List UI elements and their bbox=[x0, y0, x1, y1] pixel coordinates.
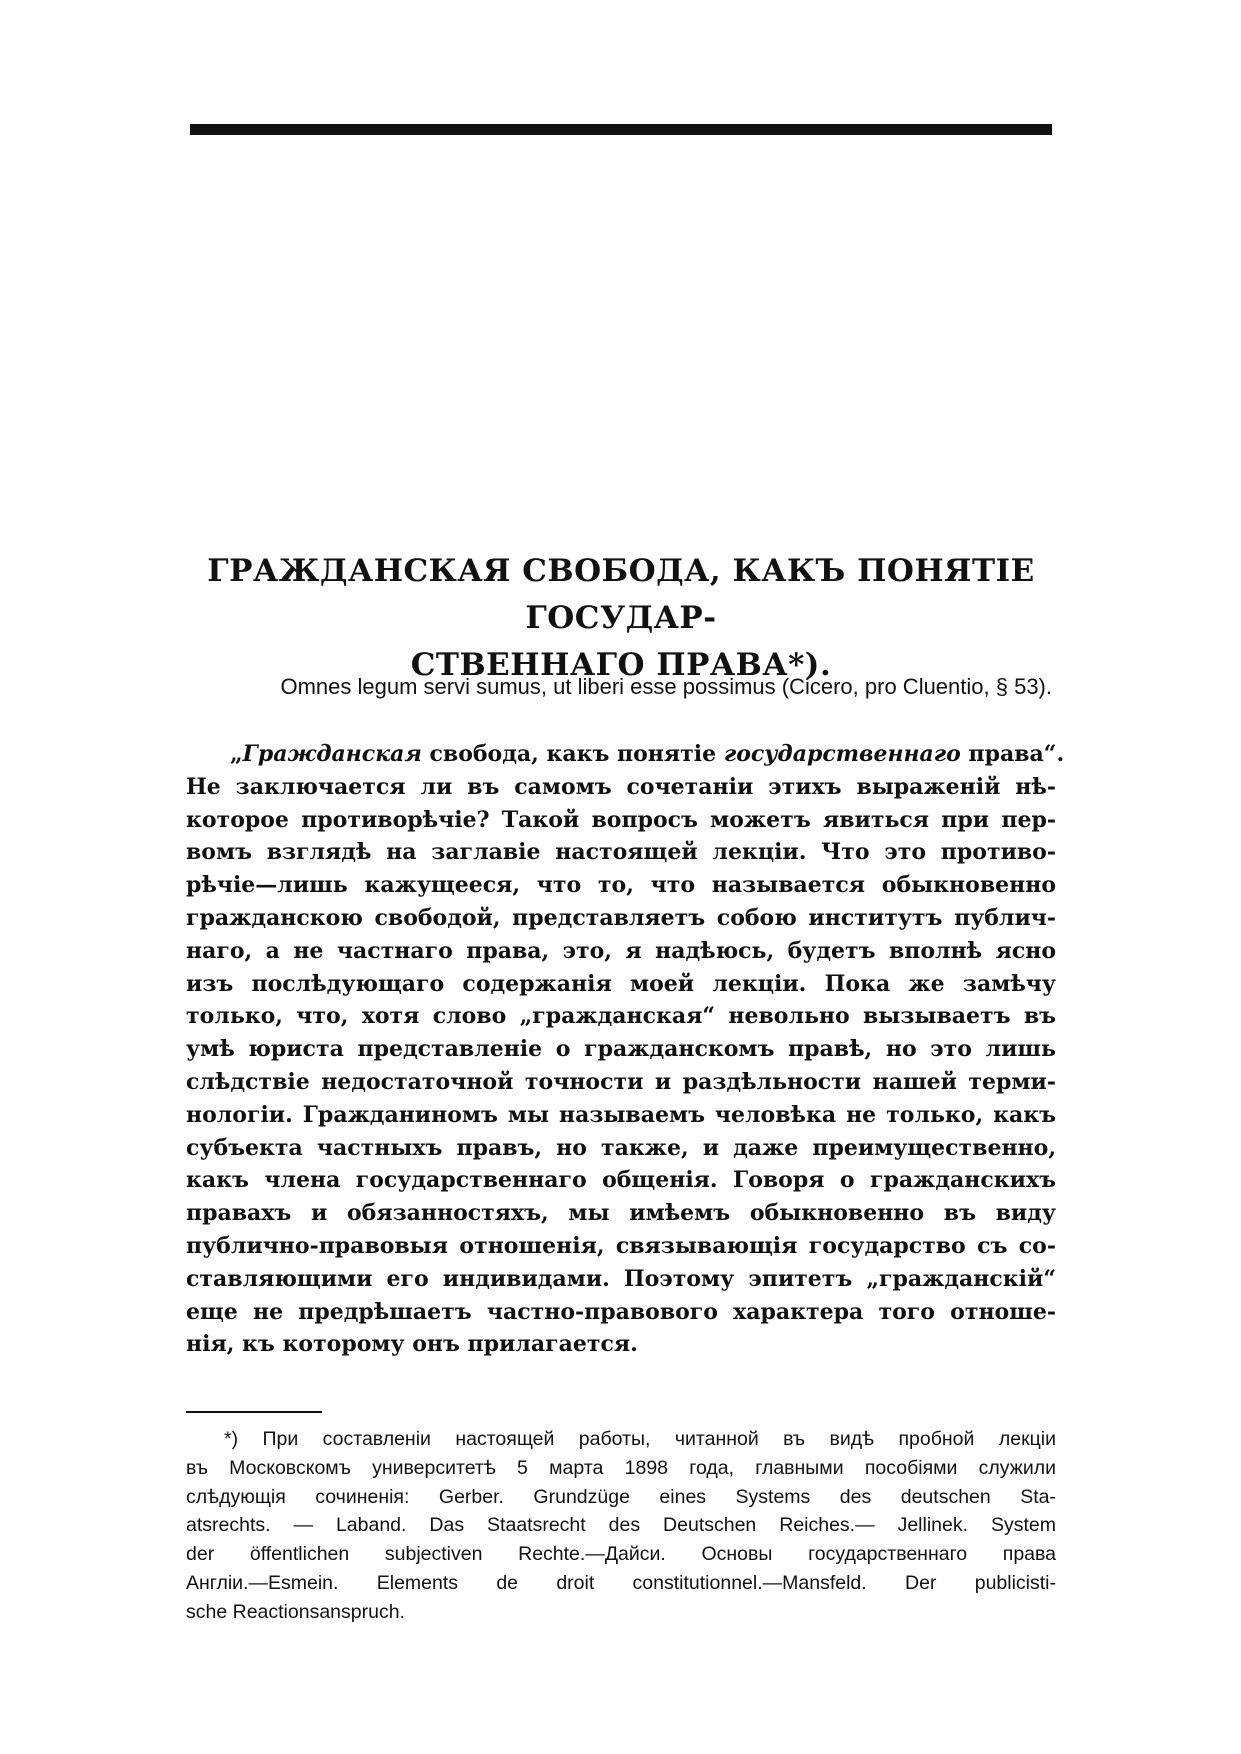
body-text-fragment: права“. bbox=[960, 741, 1065, 767]
footnote-line: Англіи.—Esmein. Elements de droit constitutionnel.—Mansfeld. Der publicisti- bbox=[186, 1571, 1056, 1594]
footnote-line: слѣдующія сочиненія: Gerber. Grundzüge eines Systems des deutschen Sta- bbox=[186, 1485, 1056, 1508]
body-line: умѣ юриста представленіе о гражданскомъ правѣ, но это лишь bbox=[186, 1036, 1056, 1063]
body-line: изъ послѣдующаго содержанія моей лекціи. Пока же замѣчу bbox=[186, 970, 1056, 997]
footnote bbox=[186, 1425, 1056, 1627]
body-line: ставляющими его индивидами. Поэтому эпитетъ „гражданскій“ bbox=[186, 1265, 1056, 1292]
body-line: наго, а не частнаго права, это, я надѣюсь, будетъ вполнѣ ясно bbox=[186, 937, 1056, 964]
body-line: вомъ взглядѣ на заглавіе настоящей лекціи. Что это противо- bbox=[186, 839, 1056, 866]
footnote-line: der öffentlichen subjectiven Rechte.—Дайси. Основы государственнаго права bbox=[186, 1543, 1056, 1566]
footnote-line: *) При составленіи настоящей работы, читанной въ видѣ пробной лекціи bbox=[224, 1428, 1056, 1450]
footnote-line: atsrechts. — Laband. Das Staatsrecht des Deutschen Reiches.— Jellinek. System bbox=[186, 1514, 1056, 1537]
body-line: гражданскою свободой, представляетъ собою институтъ публич- bbox=[186, 904, 1056, 931]
body-line: субъекта частныхъ правъ, но также, и даже преимущественно, bbox=[186, 1134, 1056, 1161]
footnote-line: въ Московскомъ университетѣ 5 марта 1898 года, главными пособіями служили bbox=[186, 1456, 1056, 1479]
title-line-1: ГРАЖДАНСКАЯ СВОБОДА, КАКЪ ПОНЯТІЕ ГОСУДАР- bbox=[207, 553, 1035, 636]
quote-open: „ bbox=[230, 741, 243, 767]
body-line: Не заключается ли въ самомъ сочетаніи этихъ выраженій нѣ- bbox=[186, 773, 1056, 800]
body-line: какъ члена государственнаго общенія. Говоря о гражданскихъ bbox=[186, 1167, 1056, 1194]
body-line: публично-правовыя отношенія, связывающія государство съ со- bbox=[186, 1232, 1056, 1259]
body-line: нологіи. Гражданиномъ мы называемъ человѣка не только, какъ bbox=[186, 1101, 1056, 1128]
top-rule bbox=[190, 124, 1052, 135]
body-line: рѣчіе—лишь кажущееся, что то, что называется обыкновенно bbox=[186, 872, 1056, 899]
footnote-rule bbox=[186, 1411, 322, 1413]
body-line: правахъ и обязанностяхъ, мы имѣемъ обыкновенно въ виду bbox=[186, 1200, 1056, 1227]
emphasis-word: государственнаго bbox=[723, 741, 961, 767]
body-line bbox=[186, 738, 1065, 771]
body-line: только, что, хотя слово „гражданская“ невольно вызываетъ въ bbox=[186, 1003, 1056, 1030]
footnote-line: sche Reactionsanspruch. bbox=[186, 1600, 405, 1623]
page-title bbox=[180, 548, 1062, 689]
emphasis-word: Гражданская bbox=[242, 741, 422, 767]
body-line: нія, къ которому онъ прилагается. bbox=[186, 1331, 638, 1358]
title-line-2: СТВЕННАГО ПРАВА*). bbox=[410, 647, 832, 683]
body-text-fragment: свобода, какъ понятіе bbox=[421, 741, 724, 767]
body-line: еще не предрѣшаетъ частно-правового характера того отноше- bbox=[186, 1298, 1056, 1325]
body-paragraph bbox=[186, 738, 1065, 1361]
body-line: которое противорѣчіе? Такой вопросъ можетъ явиться при пер- bbox=[186, 806, 1056, 833]
body-line: слѣдствіе недостаточной точности и раздѣльности нашей терми- bbox=[186, 1068, 1056, 1095]
epigraph: Omnes legum servi sumus, ut liberi esse possimus (Cicero, pro Cluentio, § 53). bbox=[280, 674, 1052, 699]
